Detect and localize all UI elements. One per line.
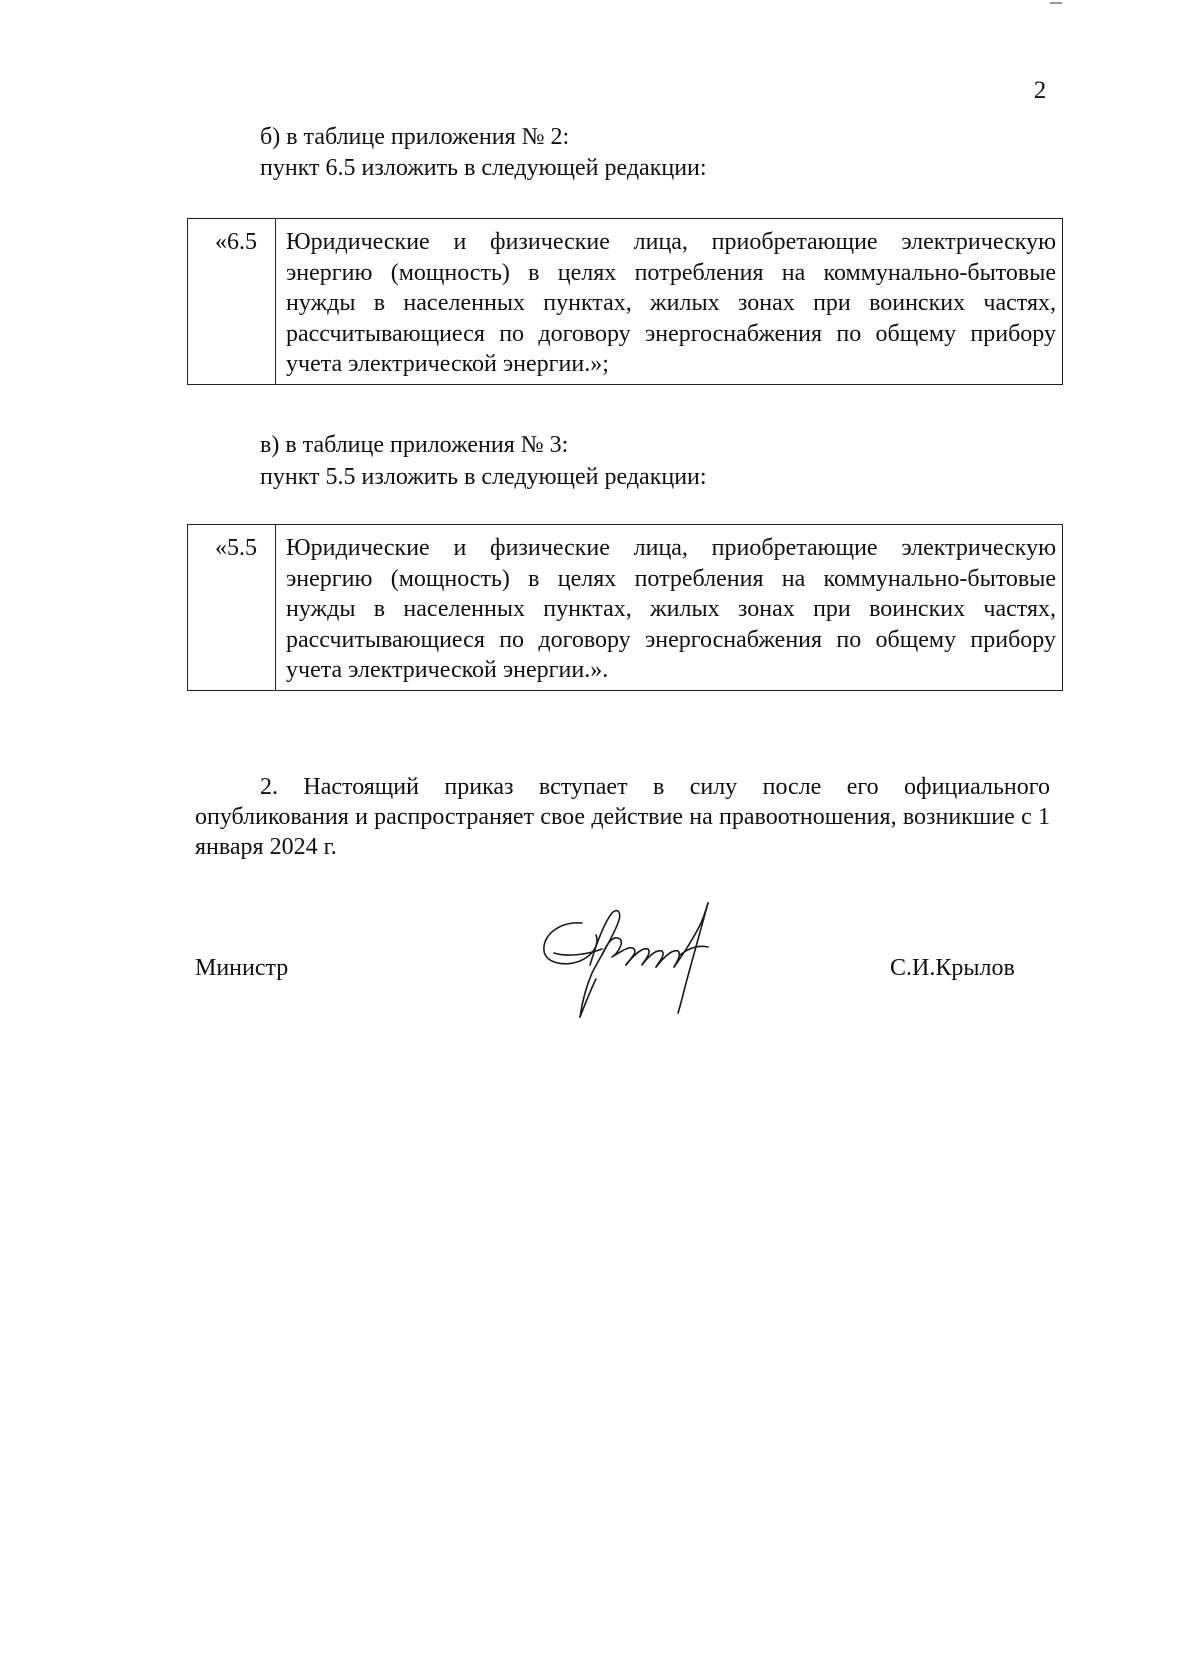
- amendment-table-1: [187, 218, 1063, 385]
- table-1-item-number: «6.5: [188, 219, 276, 384]
- table-2-item-number: «5.5: [188, 525, 276, 690]
- section-v-heading: в) в таблице приложения № 3:: [260, 432, 569, 458]
- table-1-item-text: Юридические и физические лица, приобретающие электрическую энергию (мощность) в целях потребления на коммунально-бытовые нужды в населенных пунктах, жилых зонах при воинских частях, рассчитывающиеся по договору энергоснабжения по общему прибору учета электрической энергии.»;: [286, 229, 1056, 377]
- table-2-item-text: Юридические и физические лица, приобретающие электрическую энергию (мощность) в целях потребления на коммунально-бытовые нужды в населенных пунктах, жилых зонах при воинских частях, рассчитывающиеся по договору энергоснабжения по общему прибору учета электрической энергии.».: [286, 535, 1056, 683]
- section-b-heading: б) в таблице приложения № 2:: [260, 124, 570, 150]
- section-b-instruction: пункт 6.5 изложить в следующей редакции:: [260, 155, 707, 181]
- signer-name: С.И.Крылов: [890, 955, 1015, 981]
- signer-title: Министр: [195, 955, 289, 981]
- section-v-instruction: пункт 5.5 изложить в следующей редакции:: [260, 464, 707, 490]
- scan-mark: [1050, 2, 1062, 4]
- page-number: 2: [1033, 77, 1047, 104]
- amendment-table-2: [187, 524, 1063, 691]
- paragraph-effective-date: 2. Настоящий приказ вступает в силу после его официального опубликования и распространяет свое действие на правоотношения, возникшие с 1 января 2024 г.: [195, 774, 1050, 860]
- signature-image: [530, 895, 750, 1035]
